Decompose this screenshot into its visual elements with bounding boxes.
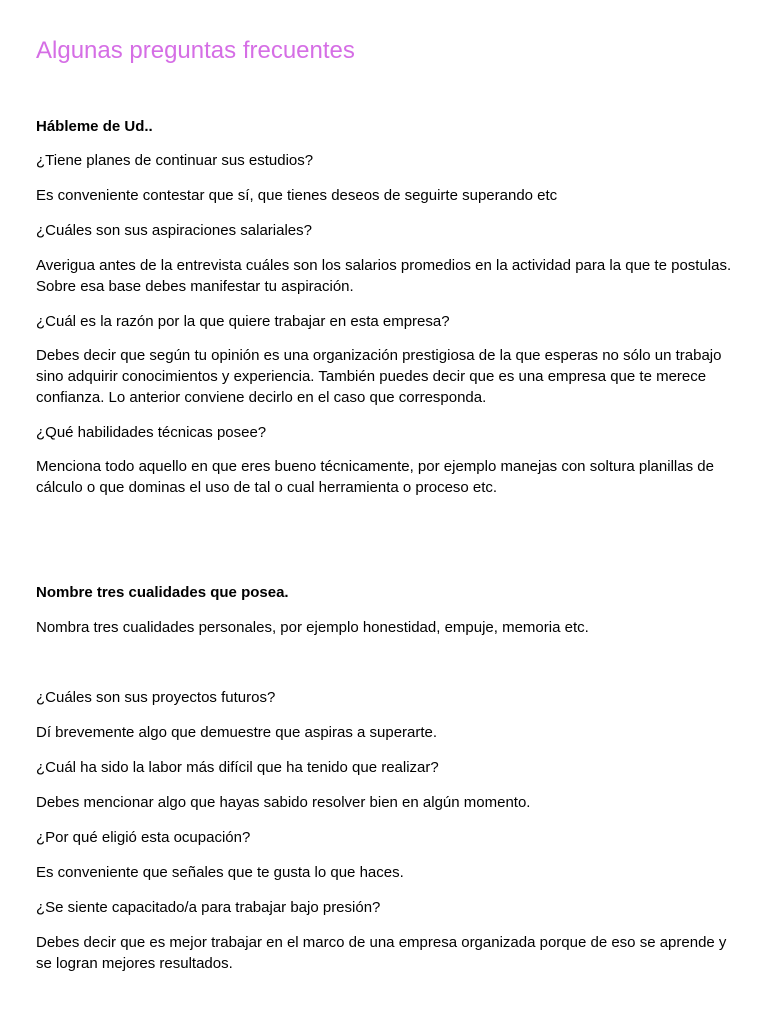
answer: Es conveniente contestar que sí, que tienes deseos de seguirte superando etc <box>36 187 558 204</box>
answer: Debes decir que según tu opinión es una organización prestigiosa de la que esperas no sólo un trabajo sino adquirir conocimientos y experiencia. También puedes decir que es una empresa que te merece confianza. Lo anterior conviene decirlo en el caso que corresponda. <box>36 347 722 406</box>
question: ¿Cuáles son sus aspiraciones salariales? <box>36 222 312 239</box>
question: ¿Cuál ha sido la labor más difícil que ha tenido que realizar? <box>36 759 439 776</box>
answer: Dí brevemente algo que demuestre que aspiras a superarte. <box>36 724 438 741</box>
question: ¿Por qué eligió esta ocupación? <box>36 829 251 846</box>
question: ¿Tiene planes de continuar sus estudios? <box>36 152 314 169</box>
question: ¿Qué habilidades técnicas posee? <box>36 424 267 441</box>
question: ¿Se siente capacitado/a para trabajar bajo presión? <box>36 899 381 916</box>
answer: Menciona todo aquello en que eres bueno técnicamente, por ejemplo manejas con soltura planillas de cálculo o que dominas el uso de tal o cual herramienta o proceso etc. <box>36 458 714 496</box>
answer: Nombra tres cualidades personales, por ejemplo honestidad, empuje, memoria etc. <box>36 619 589 636</box>
answer: Debes decir que es mejor trabajar en el marco de una empresa organizada porque de eso se aprende y se logran mejores resultados. <box>36 934 727 972</box>
answer: Debes mencionar algo que hayas sabido resolver bien en algún momento. <box>36 794 531 811</box>
answer: Es conveniente que señales que te gusta lo que haces. <box>36 864 404 881</box>
section-heading: Hábleme de Ud.. <box>36 118 153 135</box>
question: ¿Cuáles son sus proyectos futuros? <box>36 689 276 706</box>
section-heading: Nombre tres cualidades que posea. <box>36 584 289 601</box>
question: ¿Cuál es la razón por la que quiere trabajar en esta empresa? <box>36 313 450 330</box>
answer: Averigua antes de la entrevista cuáles son los salarios promedios en la actividad para la que te postulas. Sobre esa base debes manifestar tu aspiración. <box>36 257 732 295</box>
page-title: Algunas preguntas frecuentes <box>36 37 355 64</box>
